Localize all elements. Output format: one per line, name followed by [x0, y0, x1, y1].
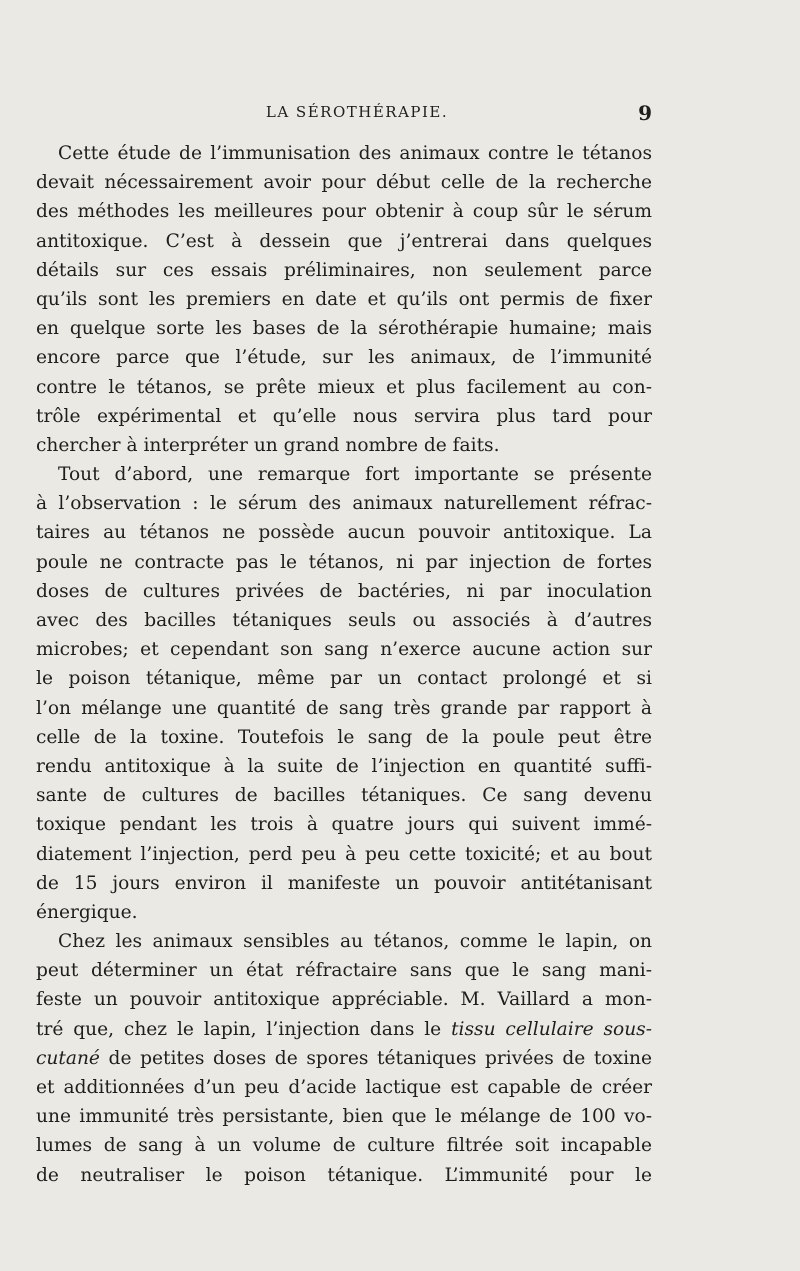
paragraph: [36, 460, 652, 927]
text-line-mixed: [36, 1015, 652, 1044]
text-line: trôle expérimental et qu’elle nous servira plus tard pour: [36, 405, 652, 427]
text-line: feste un pouvoir antitoxique appréciable. M. Vaillard a mon-: [36, 989, 652, 1011]
text-line: de neutraliser le poison tétanique. L’immunité pour le: [36, 1164, 652, 1186]
text-line: qu’ils sont les premiers en date et qu’ils ont permis de fixer: [36, 288, 652, 310]
italic-run: tissu cellulaire sous-: [451, 1018, 652, 1040]
text-line: Chez les animaux sensibles au tétanos, comme le lapin, on: [58, 931, 652, 953]
text-line: poule ne contracte pas le tétanos, ni par injection de fortes: [36, 551, 652, 573]
body-text: [36, 139, 652, 1190]
text-line: une immunité très persistante, bien que le mélange de 100 vo-: [36, 1106, 652, 1128]
text-line: rendu antitoxique à la suite de l’injection en quantité suffi-: [36, 755, 652, 777]
text-line: et additionnées d’un peu d’acide lactique est capable de créer: [36, 1077, 652, 1098]
text-line: contre le tétanos, se prête mieux et plus facilement au con-: [36, 376, 652, 398]
text-line: peut déterminer un état réfractaire sans que le sang mani-: [36, 960, 652, 982]
text-line: de 15 jours environ il manifeste un pouvoir antitétanisant: [36, 872, 652, 894]
text-line: sante de cultures de bacilles tétaniques. Ce sang devenu: [36, 785, 652, 807]
running-title: LA SÉROTHÉRAPIE.: [265, 103, 449, 121]
italic-run: cutané: [36, 1047, 100, 1069]
text-line: Cette étude de l’immunisation des animaux contre le tétanos: [58, 143, 652, 164]
text-line: des méthodes les meilleures pour obtenir à coup sûr le sérum: [36, 201, 652, 223]
paragraph: [36, 927, 652, 1190]
paragraph: [36, 139, 652, 460]
text-line: encore parce que l’étude, sur les animaux, de l’immunité: [36, 347, 652, 369]
text-line: microbes; et cependant son sang n’exerce aucune action sur: [36, 639, 652, 661]
text-line: énergique.: [36, 901, 138, 923]
text-line: avec des bacilles tétaniques seuls ou associés à d’autres: [36, 610, 652, 631]
text-line-mixed: [36, 1044, 652, 1073]
text-line: taires au tétanos ne possède aucun pouvoir antitoxique. La: [36, 522, 652, 544]
text-line: doses de cultures privées de bactéries, ni par inoculation: [36, 580, 652, 602]
text-line: devait nécessairement avoir pour début celle de la recherche: [36, 172, 652, 194]
text-line: antitoxique. C’est à dessein que j’entrerai dans quelques: [36, 230, 652, 252]
text-line: détails sur ces essais préliminaires, non seulement parce: [36, 259, 652, 281]
text-line: diatement l’injection, perd peu à peu cette toxicité; et au bout: [36, 843, 652, 865]
text-line: chercher à interpréter un grand nombre de faits.: [36, 434, 500, 456]
text-line: le poison tétanique, même par un contact prolongé et si: [36, 668, 652, 690]
page-number: 9: [638, 101, 652, 125]
text-line: l’on mélange une quantité de sang très grande par rapport à: [36, 697, 652, 719]
text-line: celle de la toxine. Toutefois le sang de la poule peut être: [36, 726, 652, 748]
running-header: [36, 103, 652, 125]
text-line: Tout d’abord, une remarque fort importante se présente: [58, 464, 652, 486]
text-line: en quelque sorte les bases de la sérothérapie humaine; mais: [36, 318, 652, 340]
text-run: de petites doses de spores tétaniques privées de toxine: [99, 1047, 652, 1069]
text-run: tré que, chez le lapin, l’injection dans le: [36, 1018, 452, 1040]
text-line: lumes de sang à un volume de culture filtrée soit incapable: [36, 1135, 652, 1157]
text-line: toxique pendant les trois à quatre jours qui suivent immé-: [36, 814, 652, 836]
text-line: à l’observation : le sérum des animaux naturellement réfrac-: [36, 493, 652, 515]
